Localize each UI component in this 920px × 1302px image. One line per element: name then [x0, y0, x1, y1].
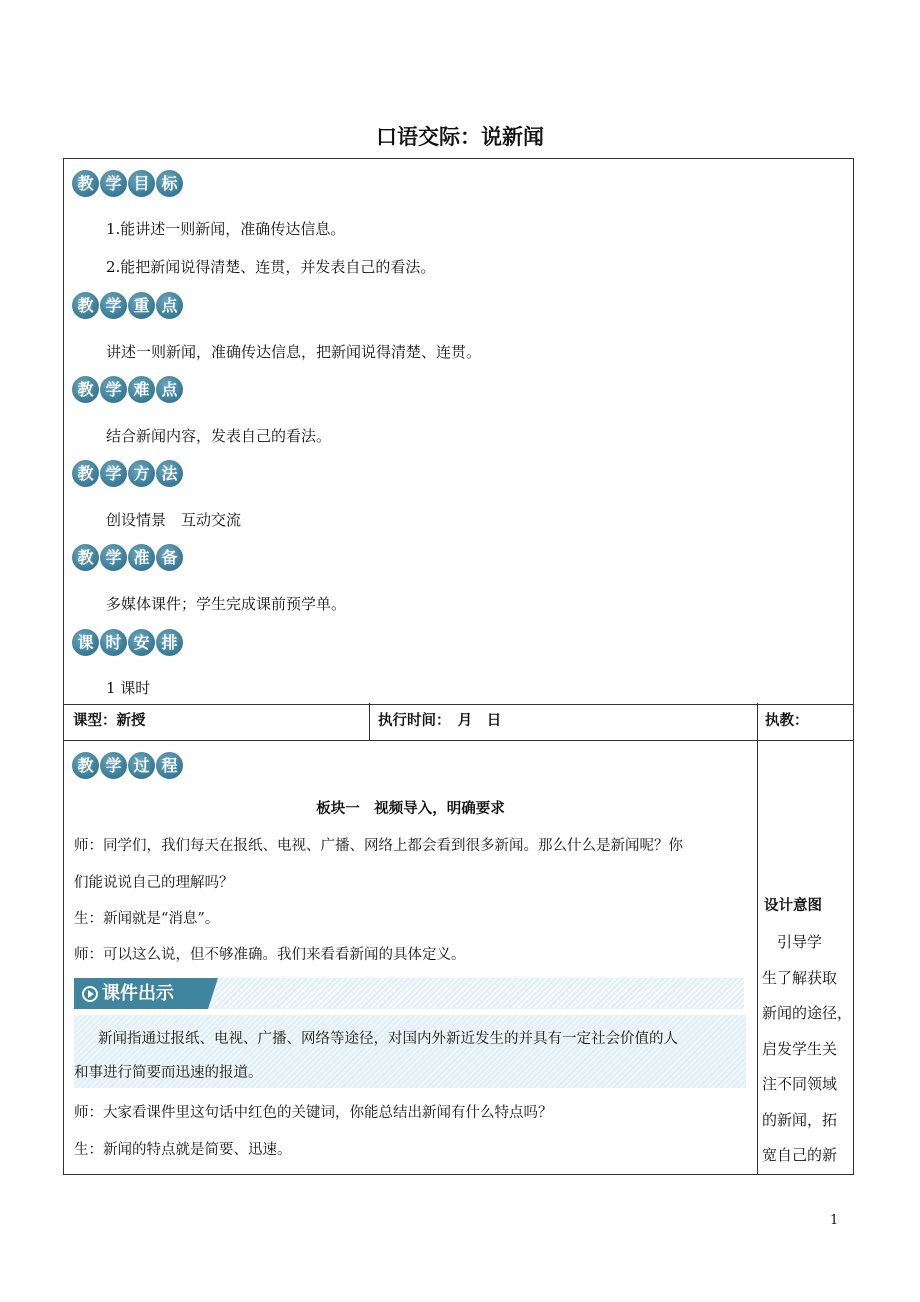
badge-char: 教 [72, 544, 99, 571]
badge-char: 课 [72, 629, 99, 656]
design-intent-line: 宽自己的新 [762, 1146, 838, 1164]
dialog-line: 生：新闻的特点就是简要、迅速。 [74, 1142, 292, 1158]
badge-char: 教 [72, 376, 99, 403]
badge-char: 方 [128, 460, 155, 487]
badge-char: 重 [128, 292, 155, 319]
badge-char: 教 [72, 170, 99, 197]
badge-char: 排 [156, 629, 183, 656]
key-points-badge [72, 292, 183, 319]
key-points-text: 讲述一则新闻，准确传达信息，把新闻说得清楚、连贯。 [106, 343, 482, 361]
badge-char: 时 [100, 629, 127, 656]
teacher-label: 执教： [765, 713, 809, 729]
badge-char: 学 [100, 170, 127, 197]
badge-char: 学 [100, 460, 127, 487]
design-intent-line: 启发学生关 [762, 1040, 838, 1058]
dialog-line: 们能说说自己的理解吗？ [74, 875, 234, 891]
badge-char: 准 [128, 544, 155, 571]
badge-char: 难 [128, 376, 155, 403]
courseware-line: 新闻指通过报纸、电视、广播、网络等途径，对国内外新近发生的并具有一定社会价值的人 [98, 1031, 678, 1047]
badge-char: 程 [156, 752, 183, 779]
dialog-line: 生：新闻就是“消息”。 [74, 911, 220, 927]
badge-char: 教 [72, 752, 99, 779]
block-heading: 板块一 视频导入，明确要求 [316, 801, 505, 817]
design-intent-title: 设计意图 [764, 898, 822, 914]
courseware-tab [74, 978, 208, 1009]
dialog-line: 师：可以这么说，但不够准确。我们来看看新闻的具体定义。 [74, 947, 466, 963]
goals-badge [72, 170, 183, 197]
goal-item: 1.能讲述一则新闻，准确传达信息。 [106, 220, 346, 238]
badge-char: 目 [128, 170, 155, 197]
badge-char: 备 [156, 544, 183, 571]
courseware-label: 课件出示 [102, 983, 174, 1004]
badge-char: 学 [100, 376, 127, 403]
preparation-badge [72, 544, 183, 571]
badge-char: 教 [72, 292, 99, 319]
tab-tail [208, 978, 218, 1009]
badge-char: 点 [156, 292, 183, 319]
dialog-line: 师：大家看课件里这句话中红色的关键词，你能总结出新闻有什么特点吗？ [74, 1105, 553, 1121]
courseware-content [74, 1015, 746, 1088]
schedule-badge [72, 629, 183, 656]
lesson-type: 课型：新授 [73, 713, 146, 729]
goal-item: 2.能把新闻说得清楚、连贯，并发表自己的看法。 [106, 258, 436, 276]
difficulties-badge [72, 376, 183, 403]
methods-text: 创设情景 互动交流 [106, 511, 242, 529]
badge-char: 教 [72, 460, 99, 487]
divider [369, 703, 370, 740]
schedule-text: 1 课时 [106, 679, 151, 697]
badge-char: 学 [100, 544, 127, 571]
design-intent-line: 注不同领域 [762, 1075, 838, 1093]
design-intent-line: 引导学 [762, 933, 823, 951]
badge-char: 标 [156, 170, 183, 197]
design-intent-line: 新闻的途径， [762, 1004, 853, 1022]
page-number: 1 [830, 1213, 839, 1228]
badge-char: 安 [128, 629, 155, 656]
page-title: 口语交际：说新闻 [376, 125, 544, 149]
badge-char: 点 [156, 376, 183, 403]
process-badge [72, 752, 183, 779]
badge-char: 过 [128, 752, 155, 779]
courseware-line: 和事进行简要而迅速的报道。 [74, 1065, 263, 1081]
badge-char: 学 [100, 752, 127, 779]
dialog-line: 师：同学们，我们每天在报纸、电视、广播、网络上都会看到很多新闻。那么什么是新闻呢？你 [74, 838, 683, 854]
execution-time: 执行时间： 月 日 [378, 713, 502, 729]
methods-badge [72, 460, 183, 487]
play-icon [82, 986, 98, 1002]
divider [757, 703, 758, 740]
lesson-meta-row [63, 703, 854, 741]
badge-char: 学 [100, 292, 127, 319]
preparation-text: 多媒体课件；学生完成课前预学单。 [106, 595, 347, 613]
design-intent-line: 生了解获取 [762, 969, 838, 987]
badge-char: 法 [156, 460, 183, 487]
design-intent-line: 的新闻，拓 [762, 1111, 838, 1129]
difficulties-text: 结合新闻内容，发表自己的看法。 [106, 427, 332, 445]
